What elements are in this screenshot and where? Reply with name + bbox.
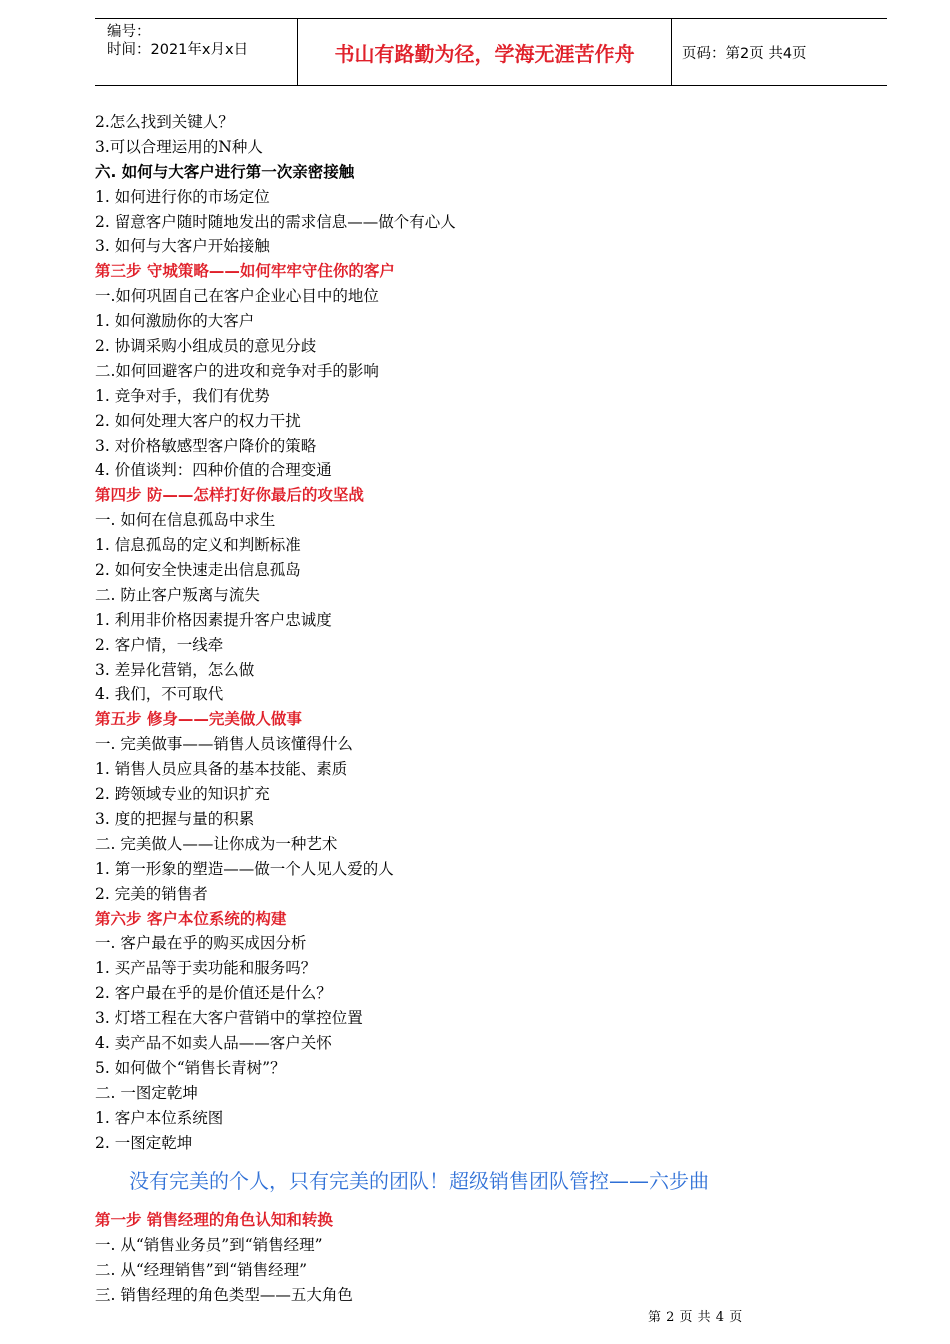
text-line: 1. 客户本位系统图 <box>95 1108 224 1127</box>
text-line: 1. 第一形象的塑造——做一个人见人爱的人 <box>95 859 394 878</box>
text-line: 3. 灯塔工程在大客户营销中的掌控位置 <box>95 1009 363 1028</box>
text-line: 1. 竞争对手，我们有优势 <box>95 386 270 405</box>
page-footer: 第 2 页 共 4 页 <box>648 1310 743 1325</box>
page-header <box>95 18 887 86</box>
text-line: 1. 如何激励你的大客户 <box>95 312 255 331</box>
text-line: 4. 价值谈判：四种价值的合理变通 <box>95 461 332 480</box>
section-heading: 第四步 防——怎样打好你最后的攻坚战 <box>95 486 364 505</box>
subsection-heading: 六. 如何与大客户进行第一次亲密接触 <box>95 162 355 181</box>
text-line: 一. 如何在信息孤岛中求生 <box>95 511 276 530</box>
text-line: 2. 客户最在乎的是价值还是什么？ <box>95 984 332 1003</box>
text-line: 1. 销售人员应具备的基本技能、素质 <box>95 760 348 779</box>
text-line: 3.可以合理运用的N种人 <box>95 137 263 156</box>
text-line: 2. 留意客户随时随地发出的需求信息——做个有心人 <box>95 212 456 231</box>
text-line: 3. 差异化营销，怎么做 <box>95 660 255 679</box>
text-line: 2. 协调采购小组成员的意见分歧 <box>95 337 317 356</box>
text-line: 一. 从“销售业务员”到“销售经理” <box>95 1236 323 1255</box>
text-line: 三. 销售经理的角色类型——五大角色 <box>95 1286 353 1305</box>
text-line: 一. 完美做事——销售人员该懂得什么 <box>95 735 353 754</box>
text-line: 3. 如何与大客户开始接触 <box>95 237 270 256</box>
text-line: 一.如何巩固自己在客户企业心目中的地位 <box>95 287 379 306</box>
header-page-label: 页码：第2页 共4页 <box>682 45 807 62</box>
section-heading: 第五步 修身——完美做人做事 <box>95 710 302 729</box>
text-line: 二.如何回避客户的进攻和竞争对手的影响 <box>95 361 379 380</box>
text-line: 1. 买产品等于卖功能和服务吗？ <box>95 959 317 978</box>
section-heading: 第六步 客户本位系统的构建 <box>95 909 287 928</box>
text-line: 3. 对价格敏感型客户降价的策略 <box>95 436 317 455</box>
header-time-label: 时间：2021年x月x日 <box>107 42 249 58</box>
text-line: 2. 一图定乾坤 <box>95 1133 193 1152</box>
text-line: 5. 如何做个“销售长青树”？ <box>95 1058 286 1077</box>
text-line: 2. 如何安全快速走出信息孤岛 <box>95 561 301 580</box>
text-line: 2. 完美的销售者 <box>95 884 208 903</box>
text-line: 2. 如何处理大客户的权力干扰 <box>95 411 301 430</box>
text-line: 二. 防止客户叛离与流失 <box>95 585 260 604</box>
text-line: 1. 信息孤岛的定义和判断标准 <box>95 536 301 555</box>
text-line: 二. 从“经理销售”到“销售经理” <box>95 1261 308 1280</box>
header-motto: 书山有路勤为径，学海无涯苦作舟 <box>298 19 672 85</box>
text-line: 1. 如何进行你的市场定位 <box>95 187 270 206</box>
text-line: 2. 跨领域专业的知识扩充 <box>95 785 270 804</box>
text-line: 3. 度的把握与量的积累 <box>95 809 255 828</box>
document-body <box>95 110 895 1308</box>
text-line: 4. 卖产品不如卖人品——客户关怀 <box>95 1033 332 1052</box>
text-line: 二. 完美做人——让你成为一种艺术 <box>95 834 338 853</box>
text-line: 1. 利用非价格因素提升客户忠诚度 <box>95 610 332 629</box>
header-left-cell <box>95 19 298 85</box>
header-number-label: 编号： <box>107 24 151 40</box>
text-line: 2. 客户情，一线牵 <box>95 635 224 654</box>
text-line: 2.怎么找到关键人？ <box>95 113 234 131</box>
text-line: 4. 我们，不可取代 <box>95 685 224 704</box>
chapter-title: 没有完美的个人，只有完美的团队！超级销售团队管控——六步曲 <box>129 1169 709 1194</box>
section-heading: 第一步 销售经理的角色认知和转换 <box>95 1211 333 1230</box>
text-line: 二. 一图定乾坤 <box>95 1083 198 1102</box>
section-heading: 第三步 守城策略——如何牢牢守住你的客户 <box>95 262 395 281</box>
text-line: 一. 客户最在乎的购买成因分析 <box>95 934 307 953</box>
